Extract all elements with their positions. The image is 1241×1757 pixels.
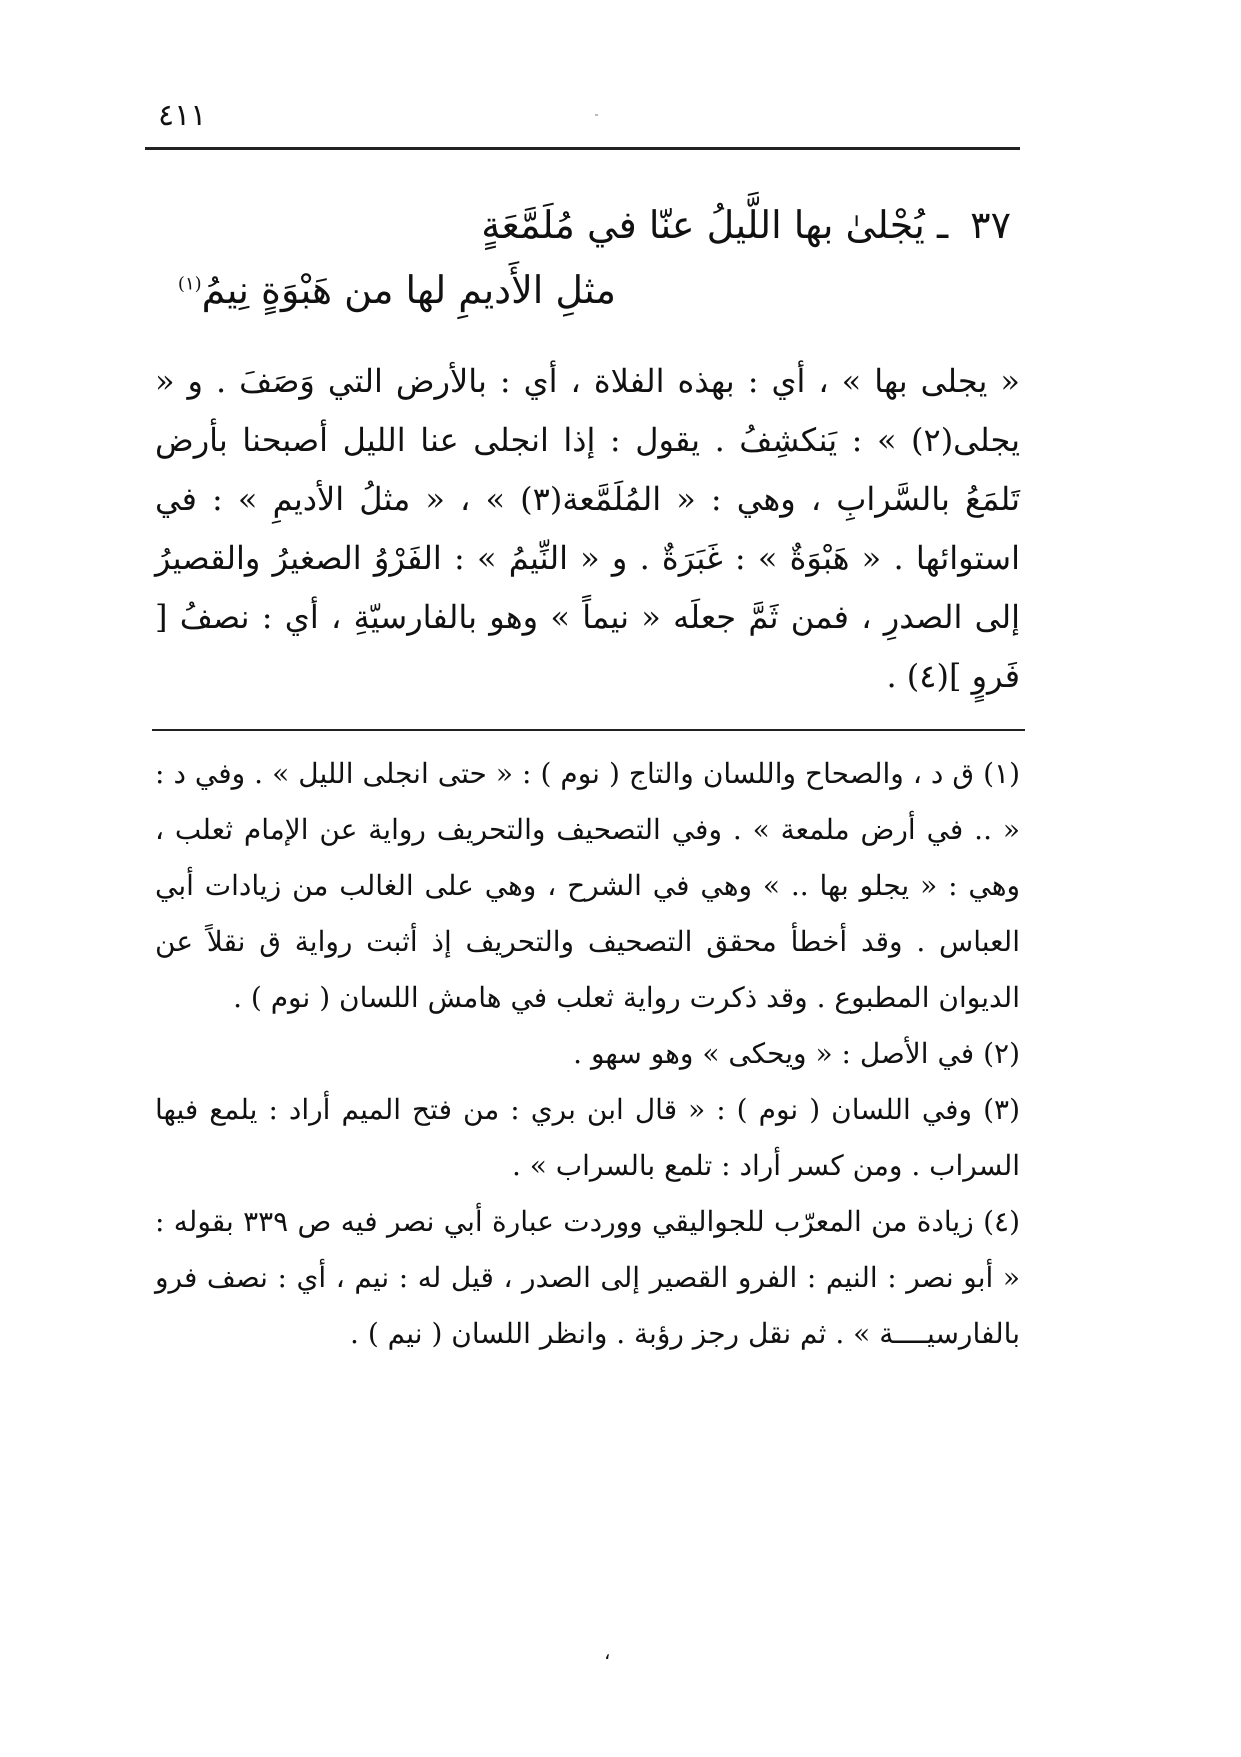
verse-number: ٣٧ [970,203,1011,247]
page-number: ٤١١ [158,98,207,133]
footnote-4: (٤) زيادة من المعرّب للجواليقي ووردت عبارة أبي نصر فيه ص ٣٣٩ بقوله : « أبو نصر : النيم : الفرو القصير إلى الصدر ، قيل له : نيم ، أي : نصف فرو بالفارسيــــة » . ثم نقل رجز رؤبة . وانظر اللسان ( نيم ) . [155,1205,1021,1350]
verse-dash: ـ [936,203,949,247]
verse-footnote-marker: (١) [177,273,202,295]
commentary-paragraph: « يجلى بها » ، أي : بهذه الفلاة ، أي : بالأرض التي وَصَفَ . و « يجلى(٢) » : يَنكشِفُ . يقول : إذا انجلى عنا الليل أصبحنا بأرض تَلمَعُ بالسَّرابِ ، وهي : « المُلَمَّعة(٣) » ، « مثلُ الأديمِ » : في استوائها . « هَبْوَةٌ » : غَبَرَةٌ . و « النِّيمُ » : الفَرْوُ الصغيرُ والقصيرُ إلى الصدرِ ، فمن ثَمَّ جعلَه « نيماً » وهو بالفارسيّةِ ، أي : نصفُ [ فَروٍ ](٤) . [155,362,1021,695]
verse-first-hemistich: يُجْلىٰ بها اللَّيلُ عنّا في مُلَمَّعَةٍ [481,203,925,247]
footnote-2: (٢) في الأصل : « ويحكى » وهو سهو . [573,1037,1020,1070]
verse-second-hemistich: مثلِ الأَديمِ لها من هَبْوَةٍ نِيمُ [201,268,616,312]
verse-line-1 [481,203,1011,247]
footnote-3: (٣) وفي اللسان ( نوم ) : « قال ابن بري : من فتح الميم أراد : يلمع فيها السراب . ومن كسر أراد : تلمع بالسراب » . [155,1093,1020,1182]
footnote-1: (١) ق د ، والصحاح واللسان والتاج ( نوم ) : « حتى انجلى الليل » . وفي د : « .. في أرض ملمعة » . وفي التصحيف والتحريف رواية عن الإمام ثعلب ، وهي : « يجلو بها .. » وهي في الشرح ، وهي على الغالب من زيادات أبي العباس . وقد أخطأ محقق التصحيف والتحريف إذ أثبت رواية ق نقلاً عن الديوان المطبوع . وقد ذكرت رواية ثعلب في هامش اللسان ( نوم ) . [155,757,1020,1014]
scan-speck [595,114,598,116]
footnotes [155,746,1020,1362]
header-rule [145,147,1020,150]
footer-mark: ، [604,1640,611,1664]
verse-line-2 [178,268,616,312]
footnote-separator [152,729,1025,731]
